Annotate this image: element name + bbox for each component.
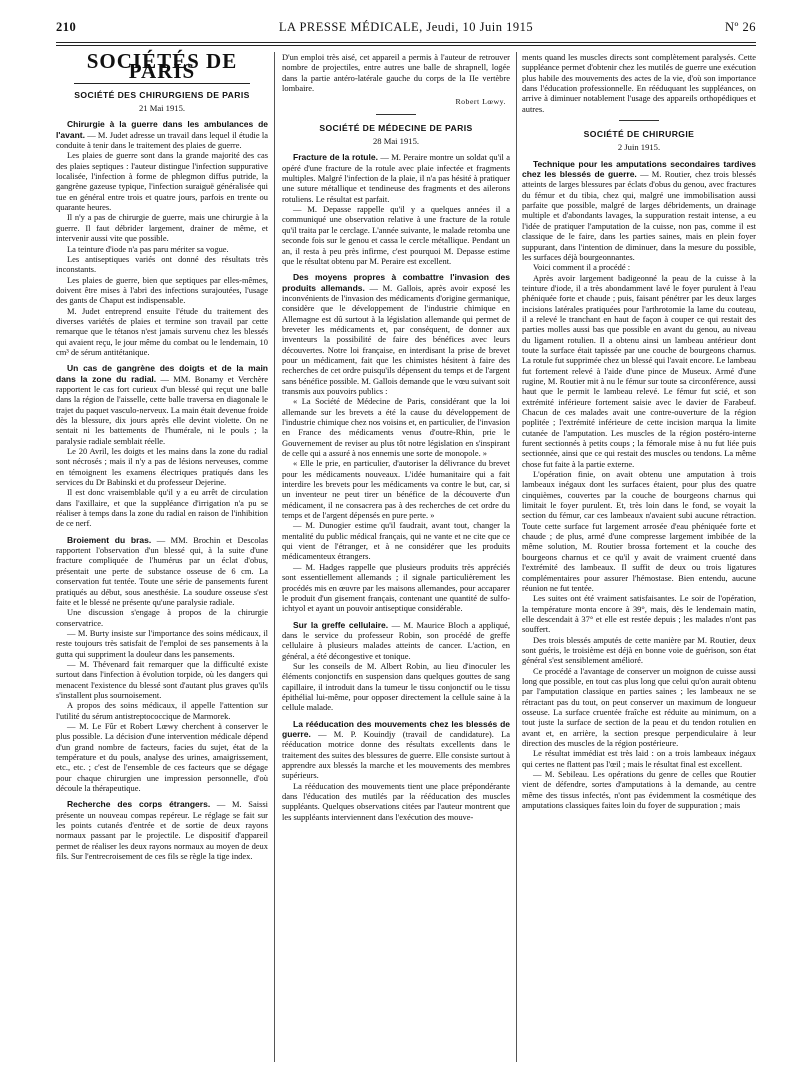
paragraph: — M. Burty insiste sur l'importance des soins médicaux, il reste toujours très satisfait de l'emploi de ses pansements à la gutta qui suppriment la douleur dans les pansements.: [56, 627, 268, 659]
issue-number: Nº 26: [724, 20, 756, 34]
running-header: [56, 20, 756, 40]
article-heading: Fracture de la rotule.: [293, 152, 378, 163]
paragraph: Un cas de gangrène des doigts et de la main dans la zone du radial. — MM. Bonamy et Verchère rapportent le cas fort curieux d'un blessé qui reçut une balle dans la région de l'aisselle, cette balle traversa en diagonale le trajet du paquet vasculo-nerveux. La main était devenue froide dès la blessure, dix jours après elle devint violette. On ne sentait ni les battements de l'humérale, ni le pouls ; la paralysie radiale semblait réelle.: [56, 363, 268, 446]
paragraph: D'un emploi très aisé, cet appareil a permis à l'auteur de retrouver nombre de projectiles, entre autres une balle de shrapnell, logée dans la partie antéro-latérale gauche du corps de la IIe vertèbre lombaire.: [282, 52, 510, 94]
paragraph: — M. Dunogier estime qu'il faudrait, avant tout, changer la mentalité du public médical français, qui ne vante et ne cite que ce qui vient de l'étranger, et à ne considérer que les produits médicamenteux étrangers.: [282, 520, 510, 562]
paragraph: ments quand les muscles directs sont complètement paralysés. Cette suppléance permet d'obtenir chez les mutilés de guerre une exécution plus habile des mouvements des actes de la vie, d'où son importance dans l'éducation professionnelle. En rééduquant les suppléances, on arrive à diminuer notablement l'usage des appareils orthopédiques et autres.: [522, 52, 756, 114]
header-rule-top: [56, 42, 756, 43]
article-heading: Chirurgie à la guerre dans les ambulances de l'avant.: [56, 119, 268, 140]
paragraph: Il n'y a pas de chirurgie de guerre, mais une chirurgie à la guerre. Il faut débrider largement, drainer de même, et intervenir aussi vite que possible.: [56, 212, 268, 244]
paragraph: Une discussion s'engage à propos de la chirurgie conservatrice.: [56, 607, 268, 628]
paragraph: La rééducation des mouvements chez les blessés de guerre. — M. P. Kouindjy (travail de candidature). La rééducation motrice donne des résultats excellents dans le traitement des suites des blessures de guerre. Elle consiste surtout à apprendre aux blessés la marche et les mouvements des membres supérieurs.: [282, 718, 510, 781]
paragraph: Sur les conseils de M. Albert Robin, au lieu d'inoculer les éléments conjonctifs en suspension dans quelques gouttes de sang capillaire, il introduit dans la tumeur le tissu conjonctif ou le tissu épithélial lui-même, pour opposer directement la cellule saine à la cellule malade.: [282, 660, 510, 713]
paragraph: A propos des soins médicaux, il appelle l'attention sur l'utilité du sérum antistreptococcique de Marmorek.: [56, 700, 268, 721]
paragraph: M. Judet entreprend ensuite l'étude du traitement des diverses variétés de plaies et termine son travail par cette remarque que le tétanos n'est jamais survenu chez les blessés qui avaient reçu, le jour même du combat ou le lendemain, 10 cm³ de sérum antitétanique.: [56, 305, 268, 357]
paragraph: « La Société de Médecine de Paris, considérant que la loi allemande sur les brevets a été la cause du développement de l'industrie chimique chez nos voisins et, en particulier, de l'invasion en France des médicaments venus d'outre-Rhin, prie le Gouvernement de reviser au plus tôt notre législation en s'inspirant de celle qui a assuré à nos ennemis une sorte de monopole. »: [282, 396, 510, 459]
journal-title: LA PRESSE MÉDICALE, Jeudi, 10 Juin 1915: [278, 20, 534, 34]
society-heading: SOCIÉTÉ DE CHIRURGIE: [583, 129, 695, 140]
paragraph: Fracture de la rotule. — M. Peraire montre un soldat qu'il a opéré d'une fracture de la rotule avec plaie infectée et fragments multiples. Malgré l'infection de la plaie, il n'a pas hésité à pratiquer une suture métallique et tendineuse des fragments et des ailerons rotuliens. Le résultat est parfait.: [282, 152, 510, 204]
paragraph: Il est donc vraisemblable qu'il y a eu arrêt de circulation dans l'axillaire, et que la suppléance d'irrigation n'a pu se réaliser à temps dans la zone du radial en raison de l'inhibition de ce nerf.: [56, 487, 268, 529]
signature: Robert Lœwy.: [455, 97, 506, 107]
paragraph: — M. Sebileau. Les opérations du genre de celles que Routier vient de défendre, sortes d'amputations à la demande, au centre même des tissus infectés, n'ont pas évidemment la cosmétique des amputations classiques faites loin du foyer de suppuration ; mais: [522, 769, 756, 811]
paragraph: Ce procédé a l'avantage de conserver un moignon de cuisse aussi long que possible, en tout cas plus long que celui qu'on aurait obtenu par l'amputation classique en parties saines ; les lambeaux ne se rétractant pas du tout, on peut conserver un maximum de longueur osseuse. La surface cruentée fraîche est réduite au minimum, on a tout juste la surface de section de la peau et du tendon rotulien en avant et, en arrière, la section presque perpendiculaire à leur direction des muscles de la région postérieure.: [522, 665, 756, 748]
session-date: 21 Mai 1915.: [138, 103, 186, 114]
paragraph: « Elle le prie, en particulier, d'autoriser la délivrance du brevet pour les médicaments nouveaux. L'idée humanitaire qui a fait interdire les brevets pour les médicaments va contre le but, car, si un inventeur ne peut tirer un bénéfice de la découverte d'un médicament, il ne consacrera pas à des recherches de cet ordre du temps et de l'argent dépensés en pure perte. »: [282, 458, 510, 521]
paragraph: Chirurgie à la guerre dans les ambulances de l'avant. — M. Judet adresse un travail dans lequel il étudie la conduite à tenir dans le traitement des plaies de guerre.: [56, 119, 268, 151]
separator: [376, 114, 416, 115]
paragraph: — M. Depasse rappelle qu'il y a quelques années il a communiqué une observation relative à une fracture de la rotule qu'il traita par le cerclage. L'année suivante, le malade retomba une seconde fois sur le genou et cassa le cercle métallique. Pendant un an, il resta à peu près infirme, c'est pourquoi M. Depasse estime que le résultat obtenu par M. Peraire est excellent.: [282, 204, 510, 266]
article-heading: La rééducation des mouvements chez les blessés de guerre.: [282, 718, 510, 739]
paragraph: Les suites ont été vraiment satisfaisantes. Le soir de l'opération, la température monta encore à 39°, mais, dès le lendemain matin, elle descendait à 37° et elle est restée depuis ; les malades n'ont pas souffert.: [522, 593, 756, 635]
column-1: [56, 49, 268, 862]
paragraph: Les plaies de guerre sont dans la grande majorité des cas des plaies septiques : l'auteur distingue l'infection suppurative localisée, l'infection à forme de phlegmon diffus putride, la gangrène gazeuse typique, l'infection suraiguë généralisée qui tue en général entre trois et quatre jours, parfois en trente ou quarante heures.: [56, 150, 268, 213]
paragraph: Des trois blessés amputés de cette manière par M. Routier, deux sont guéris, le troisième est déjà en bonne voie de guérison, son état général s'est sensiblement amélioré.: [522, 634, 756, 666]
paragraph: Technique pour les amputations secondaires tardives chez les blessés de guerre. — M. Routier, chez trois blessés atteints de larges blessures par éclats d'obus du genou, avec fractures du fémur et du tibia, chez qui, malgré une immobilisation aussi parfaite que possible, malgré de larges débridements, un drainage multiple et d'abondants lavages, la suppuration restait intense, a eu l'idée de pratiquer l'amputation de la cuisse, non pas, comme il est classique de le faire, dans les parties saines, mais en plein foyer suppurant, dans l'intention de diminuer, dans la mesure du possible, les surfaces déjà bourgeonnantes.: [522, 158, 756, 262]
separator: [619, 120, 659, 121]
article-heading: Recherche des corps étrangers.: [67, 799, 211, 810]
paragraph: La rééducation des mouvements tient une place prépondérante dans l'éducation des mutilés par la rééducation des muscles suppléants. Quelques observations citées par l'auteur montrent que les suppléants interviennent dans l'exécution des mouve-: [282, 780, 510, 822]
paragraph: L'opération finie, on avait obtenu une amputation à trois lambeaux inégaux dont les surfaces étaient, pour plus des quatre cinquièmes, couvertes par la couche de bourgeons charnus qui limitait le foyer purulent. Et, très loin dans le fond, se voyait la section du fémur, car ces lambeaux n'avaient subi aucune rétraction. Toute cette surface fut largement arrosée d'eau phéniquée forte et chaude ; de plus, armé d'une compresse largement imbibée de la même solution, M. Routier brossa fortement et la couche des bourgeons charnus et ce qu'il y avait de vraiment cruenté dans l'extrémité des lambeaux. Il suffit de deux ou trois ligatures complémentaires pour assurer l'hémostase. Bien entendu, aucune réunion ne fut tentée.: [522, 469, 756, 593]
article-heading: Technique pour les amputations secondaires tardives chez les blessés de guerre.: [522, 158, 756, 180]
paragraph: La teinture d'iode n'a pas paru mériter sa vogue.: [67, 243, 229, 254]
paragraph: — M. Hadges rappelle que plusieurs produits très appréciés sont essentiellement allemands ; il signale particulièrement les procédés mis en œuvre par les maisons allemandes, pour accaparer le produit d'un gisement français, contenant une quantité de sulfo-ichtyol et ayant un pouvoir antiseptique considérable.: [282, 561, 510, 614]
column-divider-2: [516, 52, 517, 1062]
column-divider-1: [274, 52, 275, 1062]
paragraph: Les plaies de guerre, bien que septiques par elles-mêmes, doivent être mises à l'abri des infections surajoutées, l'usage des gants de Chaput est indispensable.: [56, 274, 268, 306]
header-rule-bottom: [56, 45, 756, 46]
paragraph: Le résultat immédiat est très laid : on a trois lambeaux inégaux qui certes ne flattent pas l'œil ; mais le résultat final est excellent.: [522, 748, 756, 769]
article-heading: Un cas de gangrène des doigts et de la main dans la zone du radial.: [56, 363, 268, 384]
society-heading: SOCIÉTÉ DES CHIRURGIENS DE PARIS: [74, 89, 250, 100]
section-title: SOCIÉTÉS DE PARIS: [86, 49, 238, 84]
paragraph: Après avoir largement badigeonné la peau de la cuisse à la teinture d'iode, il a très abondamment lavé le foyer purulent à l'eau phéniquée forte et chaude ; puis, faisant pénétrer par les deux larges incisions latérales pratiquées pour l'arthrotomie la lame du couteau, il a relevé le tranchant en haut de façon à couper ce qui restait des parties molles aussi bas que possible en avant du genou, au niveau du ligament rotulien. Il a obtenu ainsi un lambeau antérieur dont toute la surface était tapissée par une couche de bourgeons charnus. La rotule fut supprimée chez un blessé qui l'avait encore. Le lambeau fut fortement relevé à l'aide d'une pince de Museux. Armé d'une rugine, M. Routier mit à nu le fémur sur toute sa circonférence, aussi haut que le permit le lambeau relevé. Le fémur fut scié, et son extrémité inférieure fortement saisie avec le davier de Farabeuf. Chacun de ces malades avait une contre-ouverture de la région poplitée ; l'extrémité inférieure de cette incision marqua la limite cutanée de l'amputation. Les muscles de la région postéro-interne furent sectionnés à petits coups ; la fémorale mise à nu fut liée puis sectionnée, ainsi que ce qui restait des muscles ou tendons. La même chose fut faite à la partie externe.: [522, 272, 756, 469]
article-heading: Sur la greffe cellulaire.: [293, 619, 389, 630]
session-date: 2 Juin 1915.: [617, 142, 661, 153]
column-3: [522, 52, 756, 810]
paragraph: — M. Thévenard fait remarquer que la difficulté existe surtout dans l'infection à évolution torpide, où les dangers qui menacent l'existence du blessé sont d'autant plus graves qu'ils s'installent plus sournoisement.: [56, 658, 268, 700]
article-heading: Des moyens propres à combattre l'invasion des produits allemands.: [282, 272, 510, 293]
paragraph: Voici comment il a procédé :: [533, 262, 631, 273]
paragraph: Les antiseptiques variés ont donné des résultats très inconstants.: [56, 253, 268, 275]
paragraph: Sur la greffe cellulaire. — M. Maurice Bloch a appliqué, dans le service du professeur Robin, son procédé de greffe cellulaire à plusieurs malades atteints de cancer. L'action, en général, a été décongestive et tonique.: [282, 619, 510, 661]
paragraph: Le 20 Avril, les doigts et les mains dans la zone du radial sont nécrosés ; mais il n'y a pas de lésions nerveuses, comme en témoignent les examens électriques pratiqués dans les services du Dr Babinski et du professeur Dejerine.: [56, 446, 268, 488]
page-number: 210: [56, 20, 77, 34]
paragraph: Recherche des corps étrangers. — M. Saissi présente un nouveau compas repéreur. Le réglage se fait sur les points cutanés d'entrée et de sortie de deux rayons normaux passant par le projectile. Le dispositif d'appareil permet de réaliser les deux rayons normaux au moyen de deux fils. Sur l'entrecroisement de ces fils se règle la tige index.: [56, 799, 268, 862]
session-date: 28 Mai 1915.: [372, 136, 420, 147]
paragraph: — M. Le Fûr et Robert Lœwy cherchent à conserver le plus possible. La décision d'une intervention médicale dépend d'un grand nombre de facteurs, facies du sujet, état de la température et du pouls, analyse des urines, amaigrissement, etc., etc. ; c'est de l'ensemble de ces facteurs que se dégage pour chaque chirurgien une impression personnelle, d'où découle la thérapeutique.: [56, 720, 268, 794]
society-heading: SOCIÉTÉ DE MÉDECINE DE PARIS: [319, 122, 473, 133]
paragraph: Broiement du bras. — MM. Brochin et Descolas rapportent l'observation d'un blessé qui, à la suite d'une fracture compliquée de l'humérus par un éclat d'obus, présentait une perte de substance osseuse de 6 cm. La conservation fut tentée. Toute une série de pansements furent pratiqués au début, sous anesthésie. La soudure osseuse s'est faite et le blessé ne présente qu'une paralysie radiale.: [56, 534, 268, 607]
paragraph: Des moyens propres à combattre l'invasion des produits allemands. — M. Gallois, après avoir exposé les inconvénients de l'invasion des médicaments d'origine germanique, considère que le développement de l'industrie chimique en Allemagne est dû surtout à la législation allemande qui permet de breveter les médicaments et, par conséquent, de donner aux inventeurs la possibilité de faire des bénéfices avec leurs découvertes. Notre loi française, en interdisant la prise de brevet pour un médicament, fait que les chimistes hésitent à faire des recherches de cet ordre puisqu'ils dépensent du temps et de l'argent sans bénéfice possible. M. Gallois demande que le vœu suivant soit transmis aux pouvoirs publics :: [282, 272, 510, 396]
column-2: [282, 52, 510, 822]
article-heading: Broiement du bras.: [67, 534, 152, 545]
